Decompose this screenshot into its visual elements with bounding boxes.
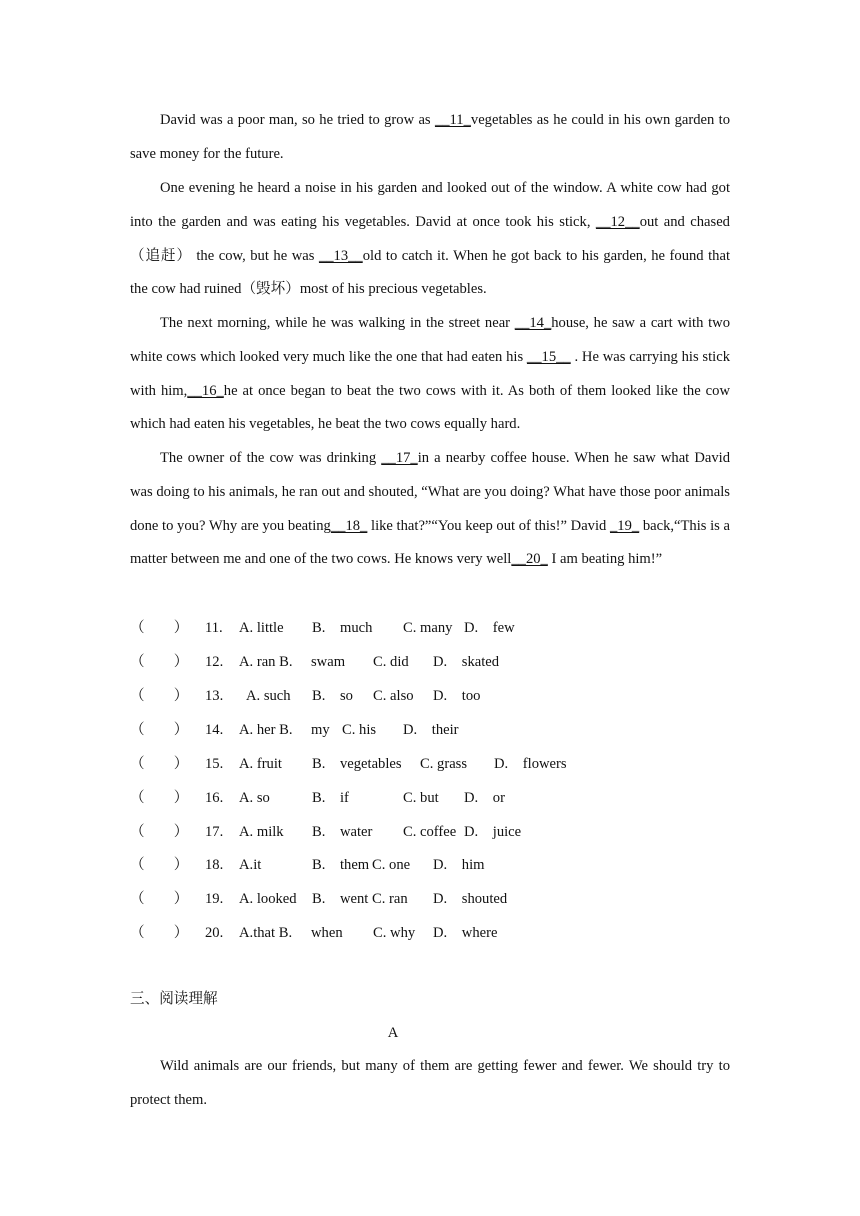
passage-paragraph-4 [130,442,730,577]
option-b: B. went [312,891,369,907]
option-c: C. grass [420,756,468,772]
answer-paren: （ ） [130,688,189,704]
option-d: D. their [403,722,459,738]
option-b: B. if [312,790,349,806]
option-d: D. few [464,620,515,636]
option-c: C. did [373,654,409,670]
option-a: A. milk [239,824,284,840]
option-a: A. ran B. [239,654,293,670]
blank-20: __20_ [511,551,548,568]
text: The owner of the cow was drinking [160,450,382,466]
question-number: 20. [205,925,224,941]
option-a: A. looked [239,891,297,907]
option-d: D. juice [464,824,522,840]
text: The next morning, while he was walking in the street near [160,315,515,331]
option-a: A. little [239,620,284,636]
question-number: 12. [205,654,224,670]
option-c: C. one [372,857,411,873]
text: David was a poor man, so he tried to grow as [160,112,435,128]
option-c: C. also [373,688,414,704]
option-d: D. skated [433,654,500,670]
question-number: 15. [205,756,224,772]
passage-paragraph-2 [130,172,730,307]
question-number: 19. [205,891,224,907]
text: out and chased（追赶） the cow, but he was [130,213,730,264]
option-a: A. so [239,790,270,806]
answer-paren: （ ） [130,891,189,907]
option-d: D. where [433,925,498,941]
blank-18: __18_ [330,517,368,534]
answer-paren: （ ） [130,756,189,772]
answer-paren: （ ） [130,620,189,636]
blank-12: __12__ [595,213,640,230]
option-d: D. him [433,857,485,873]
blank-17: __17_ [381,450,418,466]
question-number: 17. [205,824,224,840]
option-b: B. vegetables [312,756,402,772]
answer-paren: （ ） [130,824,189,840]
text: old to catch it. When he got back to his garden, he found that the cow had ruined（毁坏）most of his precious vegetables. [130,247,730,298]
option-b: swam [311,654,346,670]
question-number: 11. [205,620,223,636]
option-c: C. why [373,925,416,941]
blank-15: __15__ [526,348,571,365]
question-number: 13. [205,688,224,704]
option-d: D. or [464,790,505,806]
option-c: C. but [403,790,439,806]
question-number: 16. [205,790,224,806]
option-b: B. water [312,824,373,840]
passage-paragraph-3 [130,307,730,442]
blank-13: __13__ [318,247,363,264]
section-heading: 三、阅读理解 [130,991,218,1007]
option-d: D. too [433,688,481,704]
option-c: C. his [342,722,377,738]
option-c: C. many [403,620,453,636]
option-b: my [311,722,330,738]
option-a: A.that B. [239,925,293,941]
text: in a nearby coffee house. When he saw what David was doing to his animals, he ran out and shouted, “What are you doing? What have those poor animals done to you? Why are you beating [130,450,730,534]
blank-19: _19_ [609,517,640,534]
option-a: A. fruit [239,756,282,772]
reading-intro: Wild animals are our friends, but many of them are getting fewer and fewer. We should try to protect them. [130,1058,730,1108]
option-c: C. coffee [403,824,457,840]
answer-paren: （ ） [130,722,189,738]
option-b: B. them [312,857,370,873]
option-b: B. much [312,620,373,636]
blank-14: __14_ [514,315,552,331]
option-a: A.it [239,857,262,873]
text: back,“This is a matter between me and one of the two cows. He knows very well [130,517,731,568]
text: like that?”“You keep out of this!” David [367,517,610,534]
answer-paren: （ ） [130,857,189,873]
option-c: C. ran [372,891,408,907]
text: . He was carrying his stick with him, [130,348,730,399]
text: I am beating him!” [547,551,663,568]
text: vegetables as he could in his own garden to save money for the future. [130,112,731,162]
option-d: D. shouted [433,891,508,907]
answer-paren: （ ） [130,925,189,941]
passage-paragraph-1 [130,104,730,172]
text: he at once began to beat the two cows with it. As both of them looked like the cow which had eaten his vegetables, he beat the two cows equally hard. [130,382,730,433]
option-a: A. her B. [239,722,293,738]
text: house, he saw a cart with two white cows which looked very much like the one that had eaten his [130,315,730,365]
option-b: when [311,925,343,941]
question-number: 14. [205,722,224,738]
answer-paren: （ ） [130,790,189,806]
answer-paren: （ ） [130,654,189,670]
option-d: D. flowers [494,756,567,772]
text: One evening he heard a noise in his garden and looked out of the window. A white cow had got into the garden and was eating his vegetables. David at once took his stick, [130,180,730,230]
part-label: A [387,1025,399,1041]
option-b: B. so [312,688,353,704]
blank-16: __16_ [187,382,224,399]
question-number: 18. [205,857,224,873]
option-a: A. such [246,688,291,704]
blank-11: __11_ [434,112,471,128]
